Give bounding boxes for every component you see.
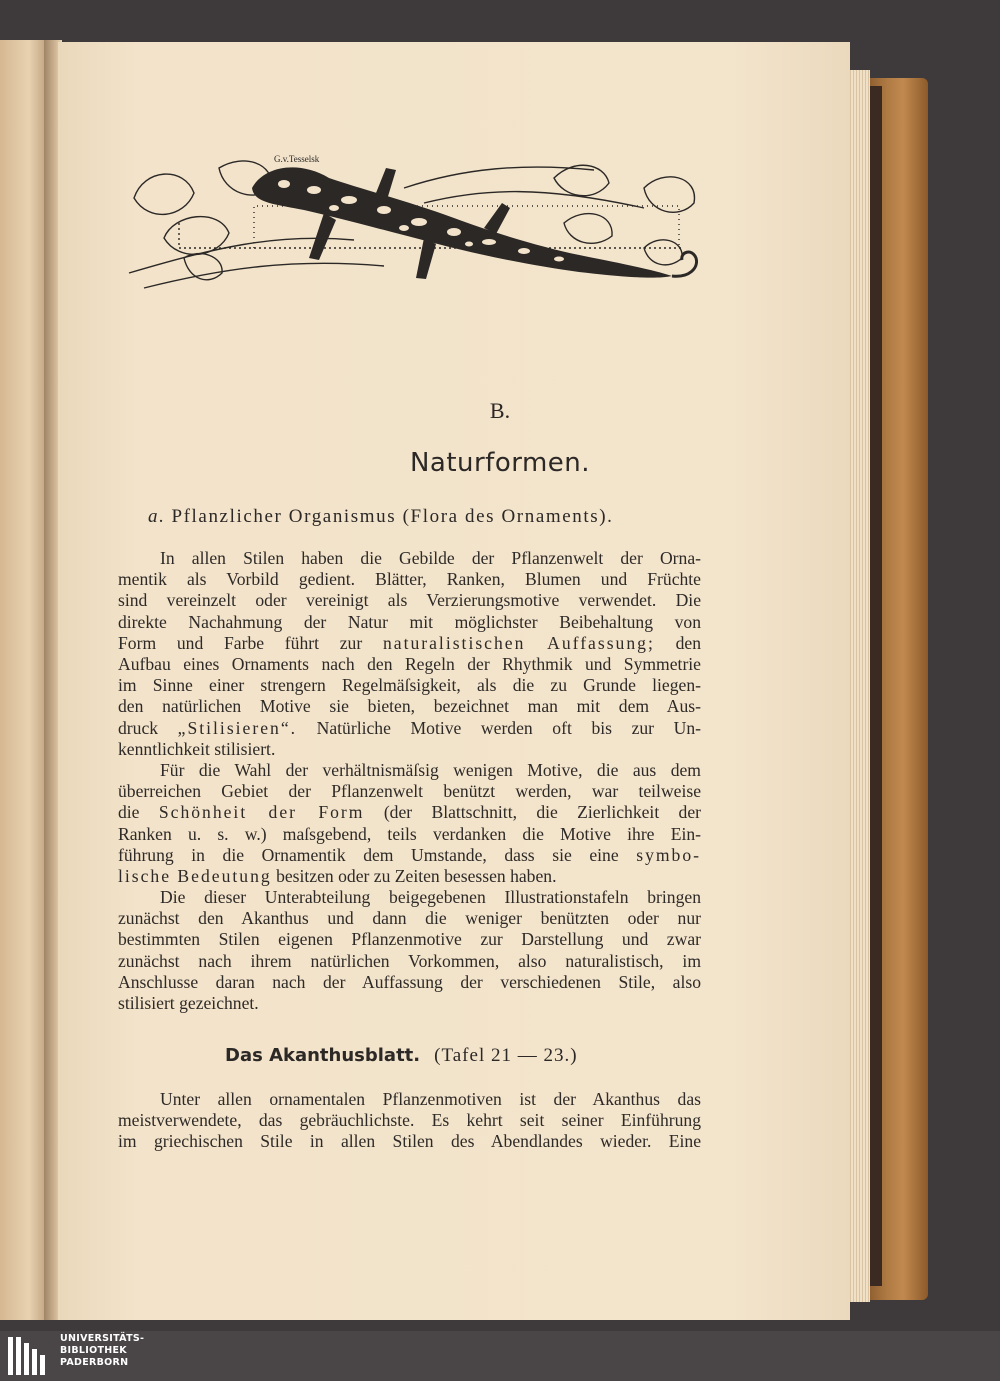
text-fragment: führung in die Ornamentik dem Umstande, dass sie eine — [118, 844, 619, 865]
subtitle-text: Pflanzlicher Organismus (Flora des Ornaments). — [171, 506, 614, 527]
text-line: In allen Stilen haben die Gebilde der Pflanzenwelt der Orna- — [160, 548, 701, 568]
institution-name — [60, 1333, 144, 1369]
institution-line: BIBLIOTHEK — [60, 1345, 127, 1356]
text-fragment: die — [118, 802, 140, 823]
subtitle-marker: a. — [148, 506, 166, 527]
section-heading-title: Das Akanthusblatt. — [225, 1045, 421, 1066]
page-stack-edge — [848, 70, 870, 1302]
ornament-signature: G.v.Tesselsk — [274, 154, 320, 164]
spaced-emphasis: naturalistischen Auffassung; — [382, 632, 655, 653]
text-line: Aufbau eines Ornaments nach den Regeln der Rhythmik und Symmetrie — [118, 654, 701, 675]
paragraph-2 — [118, 760, 701, 887]
text-fragment: den — [675, 632, 701, 653]
spaced-emphasis: lische Bedeutung — [118, 866, 272, 887]
text-line: stilisiert gezeichnet. — [118, 993, 259, 1014]
spaced-emphasis: symbo- — [636, 844, 701, 865]
text-line: mentik als Vorbild gedient. Blätter, Ranken, Blumen und Früchte — [118, 569, 701, 590]
text-line: sind vereinzelt oder vereinigt als Verzierungsmotive verwendet. Die — [118, 590, 701, 611]
institution-line: UNIVERSITÄTS- — [60, 1333, 145, 1344]
text-fragment: Natürliche Motive werden oft bis zur Un- — [316, 717, 702, 738]
text-line: im Sinne einer strengern Regelmäſsigkeit, als die zu Grunde liegen- — [118, 675, 701, 696]
text-line: direkte Nachahmung der Natur mit möglichster Beibehaltung von — [118, 611, 701, 632]
paragraph-4 — [118, 1089, 701, 1153]
text-line — [118, 802, 701, 823]
text-line: kenntlichkeit stilisiert. — [118, 738, 276, 759]
footer-bar — [0, 1331, 1000, 1381]
text-line: Ranken u. s. w.) maſsgebend, teils verdanken die Motive ihre Ein- — [118, 823, 701, 844]
text-line: Die dieser Unterabteilung beigegebenen Illustrationstafeln bringen — [160, 887, 701, 907]
text-line: zunächst nach ihrem natürlichen Vorkommen, also naturalistisch, im — [118, 950, 701, 971]
text-line — [118, 718, 701, 739]
text-line — [118, 633, 701, 654]
university-logo-icon — [6, 1333, 52, 1379]
text-line: überreichen Gebiet der Pflanzenwelt benützt werden, war teilweise — [118, 781, 701, 802]
paragraph-1 — [118, 548, 701, 760]
section-heading-reference: (Tafel 21 — 23.) — [434, 1045, 578, 1066]
text-fragment: druck — [118, 717, 159, 738]
text-fragment: besitzen oder zu Zeiten besessen haben. — [276, 866, 557, 887]
text-line: zunächst den Akanthus und dann die weniger benützten oder nur — [118, 908, 701, 929]
text-line: Anschlusse daran nach der Auffassung der verschiedenen Stile, also — [118, 971, 701, 992]
section-heading — [225, 1045, 578, 1067]
book-left-page-edge — [0, 40, 48, 1320]
paragraph-3 — [118, 887, 701, 1014]
text-line: Für die Wahl der verhältnismäſsig wenigen Motive, die aus dem — [160, 760, 701, 780]
text-line: den natürlichen Motive sie bieten, bezeichnet man mit dem Aus- — [118, 696, 701, 717]
text-line — [118, 845, 701, 866]
text-fragment: Form und Farbe führt zur — [118, 632, 363, 653]
text-line: Unter allen ornamentalen Pflanzenmotiven ist der Akanthus das — [160, 1089, 701, 1109]
text-line: bestimmten Stilen eigenen Pflanzenmotive zur Darstellung und zwar — [118, 929, 701, 950]
text-fragment: (der Blattschnitt, die Zierlichkeit der — [383, 802, 702, 823]
text-line: meistverwendete, das gebräuchlichste. Es kehrt seit seiner Einführung — [118, 1110, 701, 1131]
salamander-vignette-icon — [124, 148, 704, 298]
section-letter: B. — [489, 398, 511, 423]
spaced-emphasis: „Stilisieren“. — [177, 717, 298, 738]
institution-line: PADERBORN — [60, 1357, 129, 1368]
subtitle — [148, 506, 708, 528]
page-title: Naturformen. — [409, 448, 591, 478]
text-line — [118, 866, 701, 887]
spaced-emphasis: Schönheit der Form — [158, 802, 365, 823]
text-line: im griechischen Stile in allen Stilen des Abendlandes wieder. Eine — [118, 1131, 701, 1152]
